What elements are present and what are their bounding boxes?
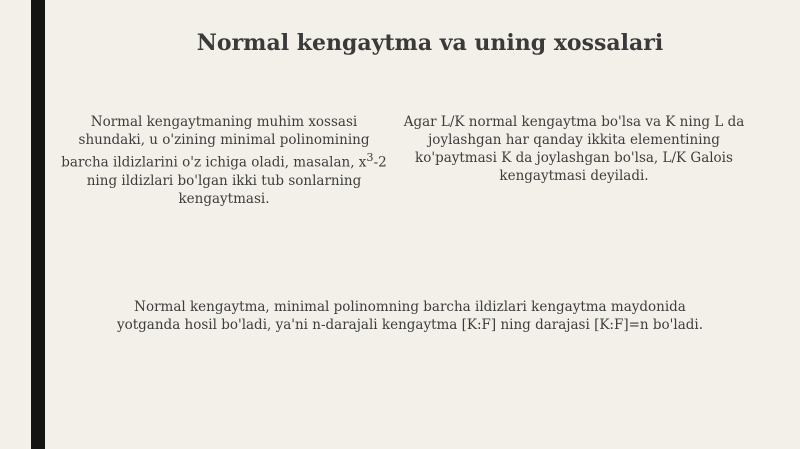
right-text-block: Agar L/K normal kengaytma bo'lsa va K ning L da joylashgan har qanday ikkita elementining ko'paytmasi K da joylashgan bo'lsa, L/K Galois kengaytmasi deyiladi. [403,114,745,184]
bottom-text-block: Normal kengaytma, minimal polinomning barcha ildizlari kengaytma maydonida yotganda hosil bo'ladi, ya'ni n-darajali kengaytma [K:F] ning darajasi [K:F]=n bo'ladi. [116,299,704,333]
left-accent-bar [31,0,45,449]
left-text-before-superscript: Normal kengaytmaning muhim xossasi shundaki, u o'zining minimal polinomining barcha ildizlarini o'z ichiga oladi, masalan, x [61,114,370,171]
slide-title: Normal kengaytma va uning xossalari [196,30,664,56]
left-text-superscript: 3 [366,151,374,164]
left-text-block [56,113,392,208]
left-text-after-superscript: -2 ning ildizlari bo'lgan ikki tub sonlarning kengaytmasi. [86,154,387,207]
